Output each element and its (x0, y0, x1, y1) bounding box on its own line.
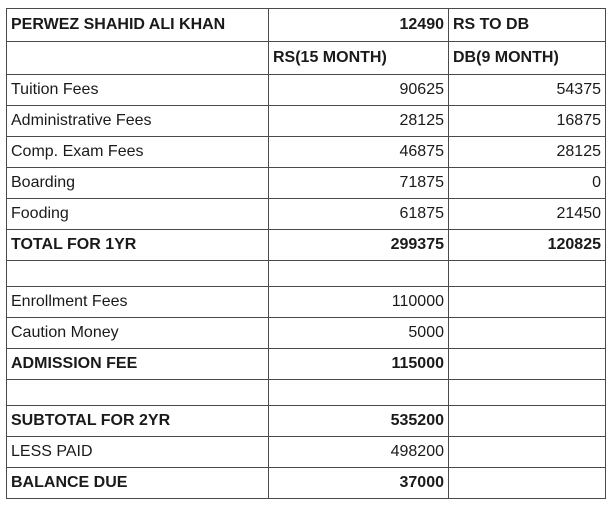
total-1yr-rs: 299375 (269, 230, 449, 261)
admission-fee-row (7, 349, 606, 380)
admission-label: Caution Money (7, 318, 269, 349)
table-row (7, 106, 606, 137)
fee-rs-value: 46875 (269, 137, 449, 168)
fee-rs-value: 61875 (269, 199, 449, 230)
fee-table (6, 8, 606, 499)
table-row (7, 199, 606, 230)
empty-cell (7, 42, 269, 75)
fee-rs-value: 28125 (269, 106, 449, 137)
admission-rs-value: 5000 (269, 318, 449, 349)
table-row (7, 75, 606, 106)
table-row (7, 168, 606, 199)
fee-db-value: 0 (449, 168, 606, 199)
balance-due-row (7, 468, 606, 499)
empty-cell (269, 380, 449, 406)
balance-due-label: BALANCE DUE (7, 468, 269, 499)
empty-cell (449, 261, 606, 287)
fee-label: Comp. Exam Fees (7, 137, 269, 168)
empty-cell (449, 380, 606, 406)
less-paid-row (7, 437, 606, 468)
total-1yr-row (7, 230, 606, 261)
table-row (7, 318, 606, 349)
admission-fee-label: ADMISSION FEE (7, 349, 269, 380)
fee-db-value: 54375 (449, 75, 606, 106)
fee-label: Tuition Fees (7, 75, 269, 106)
column-header-rs: RS(15 MONTH) (269, 42, 449, 75)
table-row (7, 287, 606, 318)
spacer-row (7, 261, 606, 287)
empty-cell (7, 380, 269, 406)
empty-cell (449, 437, 606, 468)
admission-rs-value: 110000 (269, 287, 449, 318)
fee-db-value: 16875 (449, 106, 606, 137)
empty-cell (7, 261, 269, 287)
empty-cell (449, 349, 606, 380)
fee-label: Fooding (7, 199, 269, 230)
fee-db-value: 28125 (449, 137, 606, 168)
fee-rs-value: 90625 (269, 75, 449, 106)
admission-label: Enrollment Fees (7, 287, 269, 318)
total-1yr-db: 120825 (449, 230, 606, 261)
empty-cell (269, 261, 449, 287)
balance-due-rs: 37000 (269, 468, 449, 499)
header-row (7, 9, 606, 42)
less-paid-rs: 498200 (269, 437, 449, 468)
column-header-db: DB(9 MONTH) (449, 42, 606, 75)
less-paid-label: LESS PAID (7, 437, 269, 468)
total-1yr-label: TOTAL FOR 1YR (7, 230, 269, 261)
student-name: PERWEZ SHAHID ALI KHAN (7, 9, 269, 42)
empty-cell (449, 287, 606, 318)
empty-cell (449, 406, 606, 437)
conversion-rate-value: 12490 (269, 9, 449, 42)
subtotal-2yr-row (7, 406, 606, 437)
subtotal-2yr-label: SUBTOTAL FOR 2YR (7, 406, 269, 437)
conversion-rate-label: RS TO DB (449, 9, 606, 42)
fee-label: Boarding (7, 168, 269, 199)
admission-fee-rs: 115000 (269, 349, 449, 380)
empty-cell (449, 318, 606, 349)
empty-cell (449, 468, 606, 499)
table-row (7, 137, 606, 168)
fee-label: Administrative Fees (7, 106, 269, 137)
subtotal-2yr-rs: 535200 (269, 406, 449, 437)
spacer-row (7, 380, 606, 406)
fee-db-value: 21450 (449, 199, 606, 230)
column-header-row (7, 42, 606, 75)
fee-rs-value: 71875 (269, 168, 449, 199)
